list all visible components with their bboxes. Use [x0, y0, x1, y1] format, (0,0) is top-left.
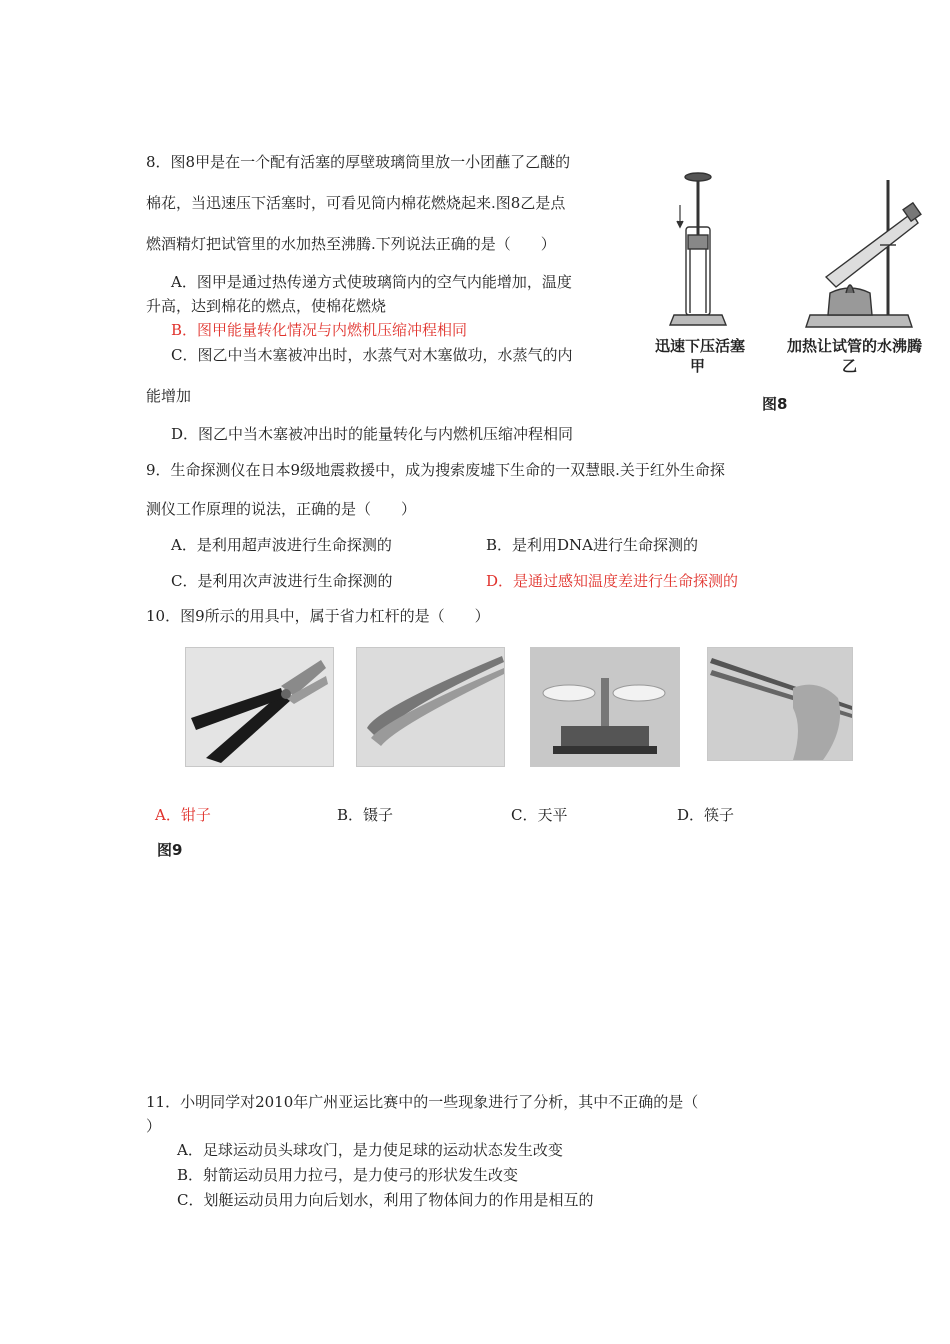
figure-8-right-caption: 加热让试管的水沸腾 [787, 337, 923, 355]
chopsticks-photo [707, 647, 853, 761]
q8-option-a-line1: A．图甲是通过热传递方式使玻璃筒内的空气内能增加，温度 [171, 273, 572, 291]
figure-9-label: 图9 [157, 841, 183, 859]
q11-option-c: C．划艇运动员用力向后划水，利用了物体间力的作用是相互的 [177, 1191, 594, 1209]
q9-option-a: A．是利用超声波进行生命探测的 [171, 536, 392, 554]
q11-stem-line2: ） [146, 1117, 162, 1135]
q8-option-b: B．图甲能量转化情况与内燃机压缩冲程相同 [171, 321, 468, 339]
q9-option-b: B．是利用DNA进行生命探测的 [486, 536, 699, 554]
q8-stem-line1: 8．图8甲是在一个配有活塞的厚壁玻璃筒里放一小团蘸了乙醚的 [146, 153, 571, 171]
q10-stem: 10．图9所示的用具中，属于省力杠杆的是（ ） [146, 607, 490, 625]
q8-option-a-line2: 升高，达到棉花的燃点，使棉花燃烧 [146, 297, 387, 315]
test-tube-heating-drawing [806, 180, 921, 327]
q9-stem-line2: 测仪工作原理的说法，正确的是（ ） [146, 500, 417, 518]
q10-option-c: C．天平 [511, 806, 568, 824]
figure-8-label: 图8 [762, 395, 788, 413]
q11-option-b: B．射箭运动员用力拉弓，是力使弓的形状发生改变 [177, 1166, 519, 1184]
q9-option-d: D．是通过感知温度差进行生命探测的 [486, 572, 739, 590]
q8-stem-line2: 棉花，当迅速压下活塞时，可看见筒内棉花燃烧起来.图8乙是点 [146, 194, 566, 212]
q9-option-c: C．是利用次声波进行生命探测的 [171, 572, 393, 590]
q8-option-d: D．图乙中当木塞被冲出时的能量转化与内燃机压缩冲程相同 [171, 425, 574, 443]
q11-option-a: A．足球运动员头球攻门，是力使足球的运动状态发生改变 [177, 1141, 563, 1159]
q11-stem-line1: 11．小明同学对2010年广州亚运比赛中的一些现象进行了分析，其中不正确的是（ [146, 1093, 699, 1111]
q8-option-c-line1: C．图乙中当木塞被冲出时，水蒸气对木塞做功，水蒸气的内 [171, 346, 573, 364]
fire-syringe-drawing [670, 173, 726, 325]
q9-stem-line1: 9．生命探测仪在日本9级地震救援中，成为搜索废墟下生命的一双慧眼.关于红外生命探 [146, 461, 725, 479]
figure-8-right-subcaption: 乙 [842, 357, 858, 375]
figure-8-left-caption: 迅速下压活塞 [655, 337, 746, 355]
q10-option-b: B．镊子 [337, 806, 394, 824]
q8-stem-line3: 燃酒精灯把试管里的水加热至沸腾.下列说法正确的是（ ） [146, 235, 556, 253]
q8-option-c-line2: 能增加 [146, 387, 192, 405]
q10-option-d: D．筷子 [677, 806, 735, 824]
balance-scale-photo [530, 647, 680, 767]
pliers-photo [185, 647, 334, 767]
figure-8-illustration [650, 165, 930, 340]
figure-8-left-subcaption: 甲 [690, 357, 706, 375]
q10-option-a: A．钳子 [155, 806, 211, 824]
tweezers-photo [356, 647, 505, 767]
